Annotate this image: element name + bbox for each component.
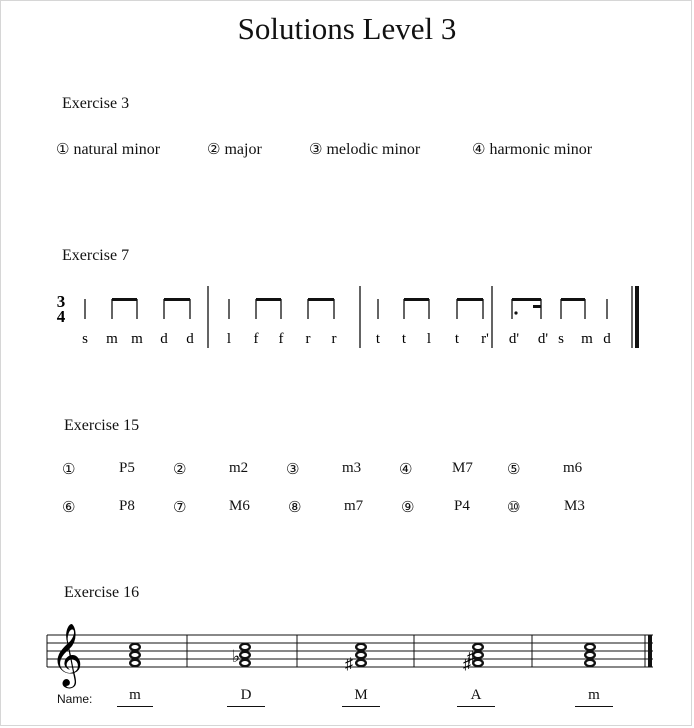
item-number: ⑥ (62, 498, 76, 516)
syllable: s (82, 331, 88, 347)
option-number: ④ (472, 140, 486, 158)
treble-clef-icon: 𝄞 (51, 625, 83, 685)
syllable: d (186, 331, 194, 347)
chord-answer-5 (575, 687, 613, 704)
chord-quality: A (470, 687, 482, 703)
chord-quality: M (354, 687, 368, 703)
ex3-option-2 (207, 140, 262, 159)
syllable: t (401, 331, 407, 347)
sixteenth-beam (533, 305, 541, 308)
option-text: natural minor (73, 141, 161, 158)
item-number: ① (62, 460, 76, 478)
syllable: d' (508, 331, 520, 347)
item-number: ⑩ (507, 498, 521, 516)
chord-quality: m (588, 687, 600, 703)
ex3-option-3 (309, 140, 420, 159)
rhythm-measure-3 (378, 299, 483, 319)
time-signature-top: 3 (56, 292, 66, 311)
syllable: t (454, 331, 460, 347)
interval-answer: M3 (564, 498, 585, 514)
syllable: f (278, 331, 284, 347)
item-number: ④ (399, 460, 413, 478)
chord-quality: D (240, 687, 252, 703)
sharp-accidental: ♯ (463, 656, 471, 673)
syllable: t (375, 331, 381, 347)
interval-answer: m2 (229, 460, 249, 476)
syllable: d' (537, 331, 549, 347)
item-number: ⑦ (173, 498, 187, 516)
syllable: m (131, 331, 143, 347)
option-text: melodic minor (326, 141, 421, 158)
answer-line (227, 706, 265, 707)
dot (514, 311, 517, 314)
chord-answer-3 (342, 687, 380, 704)
syllable: m (581, 331, 593, 347)
rhythm-notation (1, 281, 692, 356)
chord-quality: m (129, 687, 141, 703)
beam (457, 298, 483, 301)
interval-answer: P4 (454, 498, 470, 514)
chord-answer-1 (117, 687, 153, 704)
syllable: s (558, 331, 564, 347)
beam (112, 298, 137, 301)
ex3-option-4 (472, 140, 592, 159)
syllable: d (160, 331, 168, 347)
beam (404, 298, 429, 301)
chord-answer-4 (457, 687, 495, 704)
option-text: harmonic minor (489, 141, 593, 158)
item-number: ⑨ (401, 498, 415, 516)
final-barline-thick (648, 635, 652, 667)
sharp-accidental: ♯ (345, 656, 353, 673)
rhythm-measure-4 (512, 299, 607, 319)
final-barline-thick (635, 286, 639, 348)
chord-staff (1, 621, 692, 691)
exercise-7-label: Exercise 7 (62, 247, 130, 264)
answer-line (575, 706, 613, 707)
beam (256, 298, 281, 301)
item-number: ⑧ (288, 498, 302, 516)
item-number: ⑤ (507, 460, 521, 478)
chord-answer-2 (227, 687, 265, 704)
option-number: ① (56, 140, 70, 158)
interval-answer: P8 (119, 498, 135, 514)
syllable: d (603, 331, 611, 347)
name-label: Name: (57, 692, 93, 706)
exercise-3-label: Exercise 3 (62, 95, 130, 112)
beam (308, 298, 334, 301)
beam (512, 298, 541, 301)
syllable: l (226, 331, 232, 347)
answer-line (457, 706, 495, 707)
syllable: r (305, 331, 311, 347)
rhythm-measure-2 (229, 299, 334, 319)
option-text: major (224, 141, 262, 158)
syllable: r (331, 331, 337, 347)
rhythm-measure-1 (85, 299, 190, 319)
beam (164, 298, 190, 301)
answer-line (342, 706, 380, 707)
exercise-15-label: Exercise 15 (64, 417, 140, 434)
interval-answer: P5 (119, 460, 135, 476)
interval-answer: M7 (452, 460, 473, 476)
answer-line (117, 706, 153, 707)
item-number: ② (173, 460, 187, 478)
syllable: l (426, 331, 432, 347)
interval-answer: m6 (563, 460, 583, 476)
item-number: ③ (286, 460, 300, 478)
interval-answer: M6 (229, 498, 250, 514)
flat-accidental: ♭ (231, 647, 241, 666)
option-number: ② (207, 140, 221, 158)
syllable: m (106, 331, 118, 347)
option-number: ③ (309, 140, 323, 158)
time-signature-bottom: 4 (56, 307, 66, 326)
syllable: r' (481, 331, 489, 347)
sharp-accidental-second: ♯ (467, 649, 475, 666)
interval-answer: m3 (342, 460, 362, 476)
interval-answer: m7 (344, 498, 364, 514)
syllable: f (253, 331, 259, 347)
page-title: Solutions Level 3 (237, 11, 457, 46)
beam (561, 298, 585, 301)
exercise-16-label: Exercise 16 (64, 584, 140, 601)
ex3-option-1 (56, 140, 160, 159)
